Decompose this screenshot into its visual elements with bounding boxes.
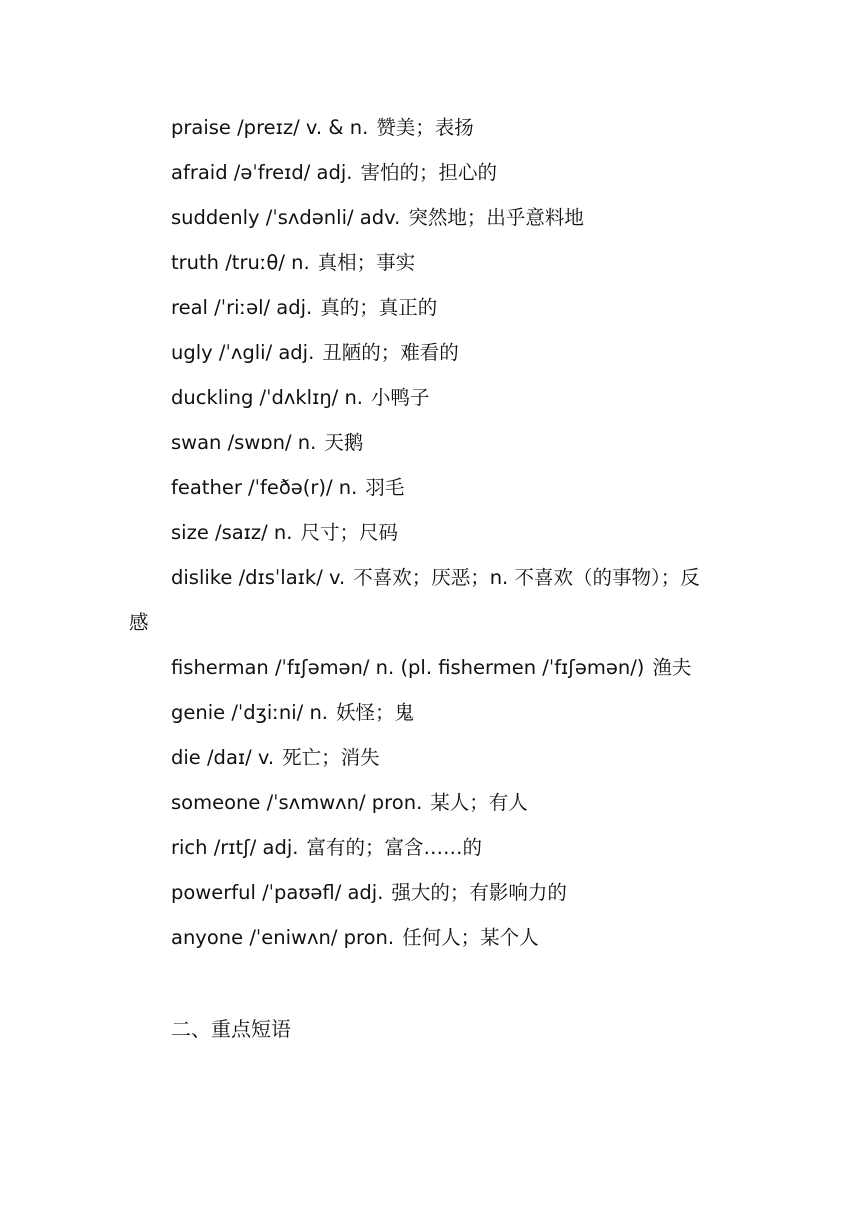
vocab-entry-real	[0, 285, 860, 330]
vocab-entry-anyone	[0, 915, 860, 960]
vocab-word: feather /ˈfeðə(r)/ n.	[171, 476, 358, 499]
vocab-word: swan /swɒn/ n.	[171, 431, 317, 454]
vocab-word: size /saɪz/ n.	[171, 521, 293, 544]
vocab-meaning: 妖怪；鬼	[336, 701, 415, 724]
vocab-entry-die	[0, 735, 860, 780]
vocab-entry-praise	[0, 105, 860, 150]
vocab-entry-size	[0, 510, 860, 555]
vocab-word: powerful /ˈpaʊəfl/ adj.	[171, 881, 384, 904]
vocab-entry-someone	[0, 780, 860, 825]
vocab-word: afraid /əˈfreɪd/ adj.	[171, 161, 353, 184]
vocab-entry-powerful	[0, 870, 860, 915]
vocab-meaning: 强大的；有影响力的	[391, 881, 567, 904]
vocab-meaning: 天鹅	[324, 431, 364, 454]
vocab-entry-feather	[0, 465, 860, 510]
vocab-entry-suddenly	[0, 195, 860, 240]
vocab-meaning: 害怕的；担心的	[360, 161, 498, 184]
vocab-word: anyone /ˈeniwʌn/ pron.	[171, 926, 395, 949]
vocab-word: fisherman /ˈfɪʃəmən/ n. (pl. fishermen /ˈfɪʃəmən/)	[171, 656, 645, 679]
vocab-meaning: 小鸭子	[371, 386, 430, 409]
vocab-meaning: 突然地；出乎意料地	[408, 206, 584, 229]
vocab-entry-afraid	[0, 150, 860, 195]
vocab-entry-truth	[0, 240, 860, 285]
vocab-entry-swan	[0, 420, 860, 465]
vocab-word: duckling /ˈdʌklɪŋ/ n.	[171, 386, 364, 409]
vocab-word: rich /rɪtʃ/ adj.	[171, 836, 299, 859]
vocab-meaning: 真的；真正的	[320, 296, 438, 319]
vocab-word: suddenly /ˈsʌdənli/ adv.	[171, 206, 401, 229]
vocab-word: genie /ˈdʒiːni/ n.	[171, 701, 329, 724]
vocab-meaning: 任何人；某个人	[402, 926, 539, 949]
vocab-word: truth /truːθ/ n.	[171, 251, 310, 274]
vocab-meaning: 死亡；消失	[282, 746, 380, 769]
vocab-word: someone /ˈsʌmwʌn/ pron.	[171, 791, 423, 814]
vocab-entry-ugly	[0, 330, 860, 375]
vocab-word: ugly /ˈʌgli/ adj.	[171, 341, 315, 364]
vocab-meaning: 赞美；表扬	[376, 116, 474, 139]
vocab-word: praise /preɪz/ v. & n.	[171, 116, 369, 139]
vocab-entry-dislike	[0, 555, 860, 645]
vocab-meaning: 丑陋的；难看的	[322, 341, 459, 364]
vocab-entry-rich	[0, 825, 860, 870]
vocab-entry-genie	[0, 690, 860, 735]
vocab-meaning: 渔夫	[652, 656, 692, 679]
vocab-meaning: 真相；事实	[317, 251, 416, 274]
vocab-meaning-continued: 感	[129, 611, 149, 634]
vocab-word: real /ˈriːəl/ adj.	[171, 296, 313, 319]
vocab-meaning: 某人；有人	[430, 791, 528, 814]
vocab-word: die /daɪ/ v.	[171, 746, 275, 769]
vocab-meaning: 不喜欢；厌恶；n. 不喜欢（的事物）；反	[353, 566, 700, 589]
vocab-entry-line	[0, 555, 860, 600]
vocab-meaning: 羽毛	[365, 476, 405, 499]
vocab-meaning: 富有的；富含……的	[306, 836, 482, 859]
vocabulary-list	[0, 105, 860, 960]
vocab-word: dislike /dɪsˈlaɪk/ v.	[171, 566, 346, 589]
section-heading: 二、重点短语	[171, 1017, 291, 1041]
vocab-entry-duckling	[0, 375, 860, 420]
vocab-entry-fisherman	[0, 645, 860, 690]
vocab-meaning: 尺寸；尺码	[300, 521, 399, 544]
